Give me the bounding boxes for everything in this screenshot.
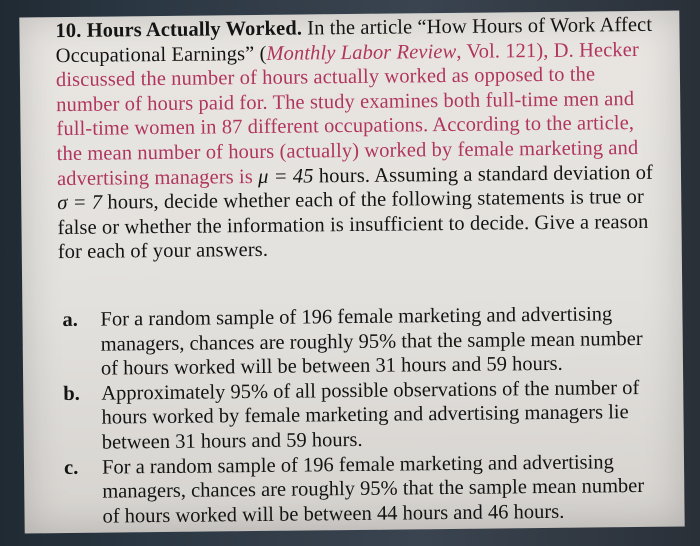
problem-number: 10. [55,19,82,43]
statement-text: For a random sample of 196 female marketing and advertising managers, chances are roughly 95% that the sample mean number of hours worked will be between 31 hours and 59 hours. [100,303,643,380]
problem-paragraph [55,13,658,265]
statement-c [64,449,655,529]
statement-letter: c. [63,456,79,479]
mu-expression: μ = 45 [257,164,314,188]
problem-text-intro: In the article “How Hours of Work Affect Occupational Earnings” ( [55,13,653,67]
journal-name: Monthly Labor Review [266,40,457,65]
statement-letter: b. [63,382,80,405]
textbook-page [19,11,684,534]
statement-a [62,302,653,382]
statement-list [62,302,654,530]
problem-text-hours: hours. Assuming a standard deviation of [313,161,654,187]
problem-text-instructions: hours, decide whether each of the following statements is true or false or whether the information is insufficient to decide. Give a reason for each of your answers. [57,186,649,264]
sigma-expression: σ = 7 [57,191,103,215]
statement-text: Approximately 95% of all possible observations of the number of hours worked by female marketing and advertising managers lie between 31 hours and 59 hours. [101,376,640,454]
statement-text: For a random sample of 196 female marketing and advertising managers, chances are roughly 95% that the sample mean number of hours worked will be between 44 hours and 46 hours. [101,450,645,528]
problem-text-volume: , Vol. 121), D. Hecker discussed the number of hours actually worked as opposed to the number of hours paid for. The study examines both full-time men and full-time women in 87 different occupations. According to the article, the mean number of hours (actually) worked by female marketing and advertising managers is [55,38,639,190]
problem-title: Hours Actually Worked. [86,17,303,42]
statement-b [63,376,654,456]
statement-letter: a. [62,308,78,332]
